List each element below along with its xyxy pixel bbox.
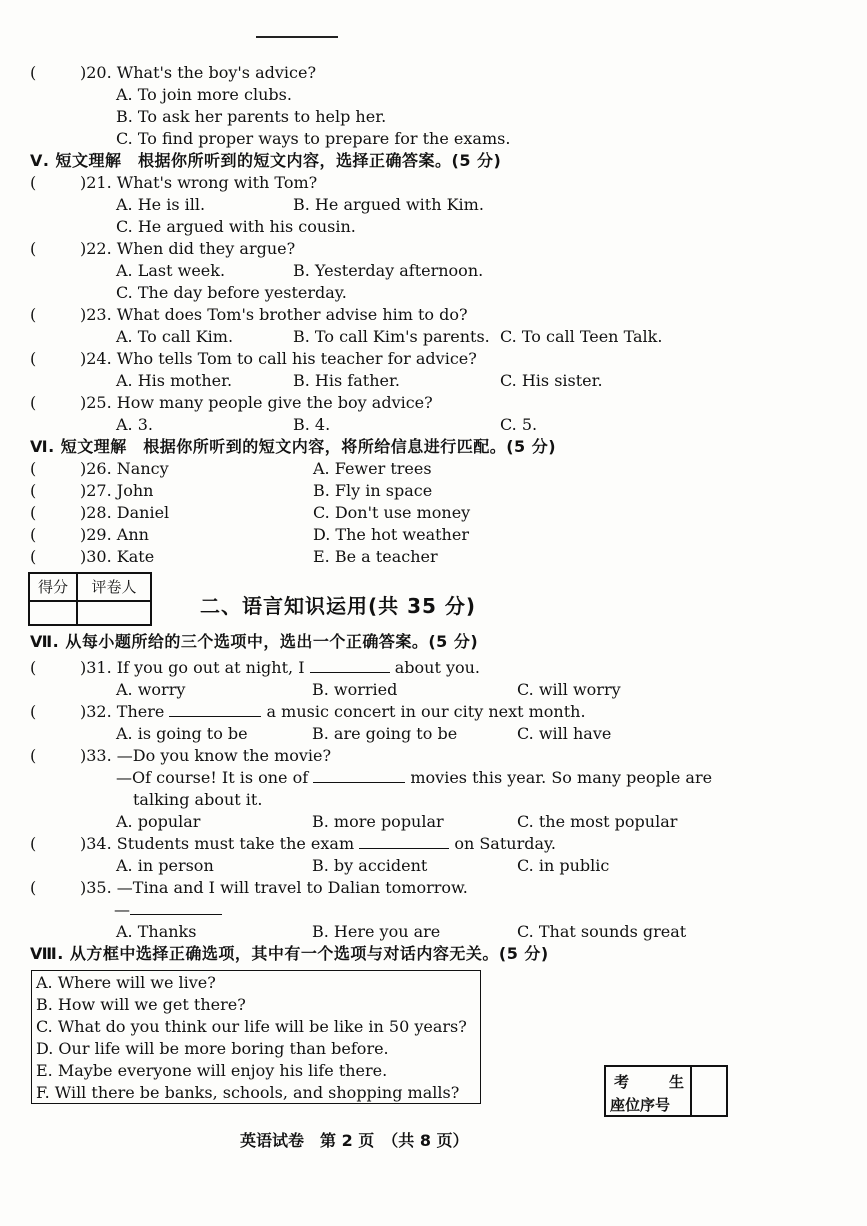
q20-option-a: A. To join more clubs. <box>116 85 292 104</box>
match-left-27: )27. John <box>80 481 154 500</box>
fill-blank <box>359 834 449 849</box>
match-right-b: B. Fly in space <box>313 481 433 500</box>
q31-option-b: B. worried <box>312 680 398 699</box>
question-23: )23. What does Tom's brother advise him to do? <box>80 305 468 324</box>
answer-paren: ( <box>30 746 37 765</box>
answer-paren: ( <box>30 702 37 721</box>
top-rule <box>256 36 338 38</box>
question-34 <box>80 834 556 854</box>
q22-option-c: C. The day before yesterday. <box>116 283 347 302</box>
seat-label-line1 <box>614 1071 684 1092</box>
answer-paren: ( <box>30 459 37 478</box>
fill-blank <box>310 658 390 673</box>
question-33: )33. —Do you know the movie? <box>80 746 332 765</box>
match-right-d: D. The hot weather <box>313 525 469 544</box>
section-5-heading: Ⅴ. 短文理解 根据你所听到的短文内容，选择正确答案。(5 分) <box>30 151 502 170</box>
q32-text-after: a music concert in our city next month. <box>266 702 586 721</box>
fill-blank <box>313 768 405 783</box>
q33-response <box>116 768 712 788</box>
q23-option-b: B. To call Kim's parents. <box>293 327 490 346</box>
match-left-26: )26. Nancy <box>80 459 169 478</box>
q31-text-after: about you. <box>394 658 481 677</box>
box-option-b: B. How will we get there? <box>36 995 246 1014</box>
box-option-e: E. Maybe everyone will enjoy his life there. <box>36 1061 388 1080</box>
question-32 <box>80 702 586 722</box>
question-20: )20. What's the boy's advice? <box>80 63 317 82</box>
box-option-d: D. Our life will be more boring than before. <box>36 1039 389 1058</box>
q33-text: —Of course! It is one of <box>116 768 309 787</box>
q32-option-b: B. are going to be <box>312 724 458 743</box>
answer-paren: ( <box>30 393 37 412</box>
q31-option-c: C. will worry <box>517 680 621 699</box>
q34-option-b: B. by accident <box>312 856 428 875</box>
q21-option-b: B. He argued with Kim. <box>293 195 484 214</box>
match-left-28: )28. Daniel <box>80 503 170 522</box>
q20-option-c: C. To find proper ways to prepare for the exams. <box>116 129 511 148</box>
question-22: )22. When did they argue? <box>80 239 296 258</box>
answer-paren: ( <box>30 547 37 566</box>
q24-option-a: A. His mother. <box>116 371 233 390</box>
q24-option-b: B. His father. <box>293 371 400 390</box>
q25-option-c: C. 5. <box>500 415 538 434</box>
match-right-a: A. Fewer trees <box>313 459 432 478</box>
score-table <box>28 572 152 626</box>
q23-option-c: C. To call Teen Talk. <box>500 327 663 346</box>
seat-label-line2: 座位序号 <box>610 1096 671 1114</box>
section-6-heading: Ⅵ. 短文理解 根据你所听到的短文内容，将所给信息进行匹配。(5 分) <box>30 437 557 456</box>
answer-paren: ( <box>30 503 37 522</box>
question-24: )24. Who tells Tom to call his teacher for advice? <box>80 349 477 368</box>
table-divider <box>30 600 150 602</box>
fill-blank <box>130 900 222 915</box>
q21-option-a: A. He is ill. <box>116 195 206 214</box>
match-left-29: )29. Ann <box>80 525 149 544</box>
box-option-a: A. Where will we live? <box>36 973 216 992</box>
box-option-c: C. What do you think our life will be like in 50 years? <box>36 1017 467 1036</box>
q24-option-c: C. His sister. <box>500 371 603 390</box>
page-footer: 英语试卷 第 2 页 （共 8 页） <box>240 1131 469 1150</box>
answer-paren: ( <box>30 349 37 368</box>
score-label: 得分 <box>37 578 68 596</box>
answer-paren: ( <box>30 239 37 258</box>
answer-paren: ( <box>30 834 37 853</box>
seat-divider <box>690 1067 692 1115</box>
answer-paren: ( <box>30 173 37 192</box>
option-box <box>31 970 481 1104</box>
question-31 <box>80 658 480 678</box>
section-7-heading: Ⅶ. 从每小题所给的三个选项中，选出一个正确答案。(5 分) <box>30 632 479 651</box>
q35-option-a: A. Thanks <box>116 922 197 941</box>
answer-paren: ( <box>30 525 37 544</box>
q22-option-a: A. Last week. <box>116 261 226 280</box>
q31-text: )31. If you go out at night, I <box>80 658 305 677</box>
match-left-30: )30. Kate <box>80 547 155 566</box>
seat-label-char1: 考 <box>614 1073 630 1091</box>
q31-option-a: A. worry <box>116 680 186 699</box>
seat-number-box <box>604 1065 728 1117</box>
answer-paren: ( <box>30 878 37 897</box>
section-8-heading: Ⅷ. 从方框中选择正确选项，其中有一个选项与对话内容无关。(5 分) <box>30 944 549 963</box>
answer-paren: ( <box>30 481 37 500</box>
q32-text: )32. There <box>80 702 165 721</box>
q32-option-a: A. is going to be <box>116 724 248 743</box>
marker-label: 评卷人 <box>91 578 137 596</box>
q25-option-b: B. 4. <box>293 415 331 434</box>
q35-option-c: C. That sounds great <box>517 922 687 941</box>
q33-option-a: A. popular <box>116 812 201 831</box>
part-2-title: 二、语言知识运用(共 35 分) <box>200 594 477 618</box>
question-35: )35. —Tina and I will travel to Dalian tomorrow. <box>80 878 468 897</box>
seat-label-char2: 生 <box>668 1073 684 1091</box>
match-right-c: C. Don't use money <box>313 503 471 522</box>
q33-option-b: B. more popular <box>312 812 444 831</box>
q23-option-a: A. To call Kim. <box>116 327 234 346</box>
q34-option-c: C. in public <box>517 856 610 875</box>
q25-option-a: A. 3. <box>116 415 153 434</box>
q34-text: )34. Students must take the exam <box>80 834 355 853</box>
fill-blank <box>169 702 261 717</box>
dash: — <box>114 900 130 919</box>
q32-option-c: C. will have <box>517 724 612 743</box>
q35-response <box>114 900 222 920</box>
q22-option-b: B. Yesterday afternoon. <box>293 261 484 280</box>
q33-text-after: movies this year. So many people are <box>410 768 713 787</box>
q20-option-b: B. To ask her parents to help her. <box>116 107 387 126</box>
answer-paren: ( <box>30 63 37 82</box>
box-option-f: F. Will there be banks, schools, and shopping malls? <box>36 1083 460 1102</box>
question-25: )25. How many people give the boy advice? <box>80 393 433 412</box>
match-right-e: E. Be a teacher <box>313 547 438 566</box>
answer-paren: ( <box>30 658 37 677</box>
q33-option-c: C. the most popular <box>517 812 678 831</box>
q35-option-b: B. Here you are <box>312 922 441 941</box>
q34-option-a: A. in person <box>116 856 214 875</box>
question-21: )21. What's wrong with Tom? <box>80 173 318 192</box>
answer-paren: ( <box>30 305 37 324</box>
q21-option-c: C. He argued with his cousin. <box>116 217 356 236</box>
q34-text-after: on Saturday. <box>454 834 556 853</box>
q33-continuation: talking about it. <box>133 790 263 809</box>
